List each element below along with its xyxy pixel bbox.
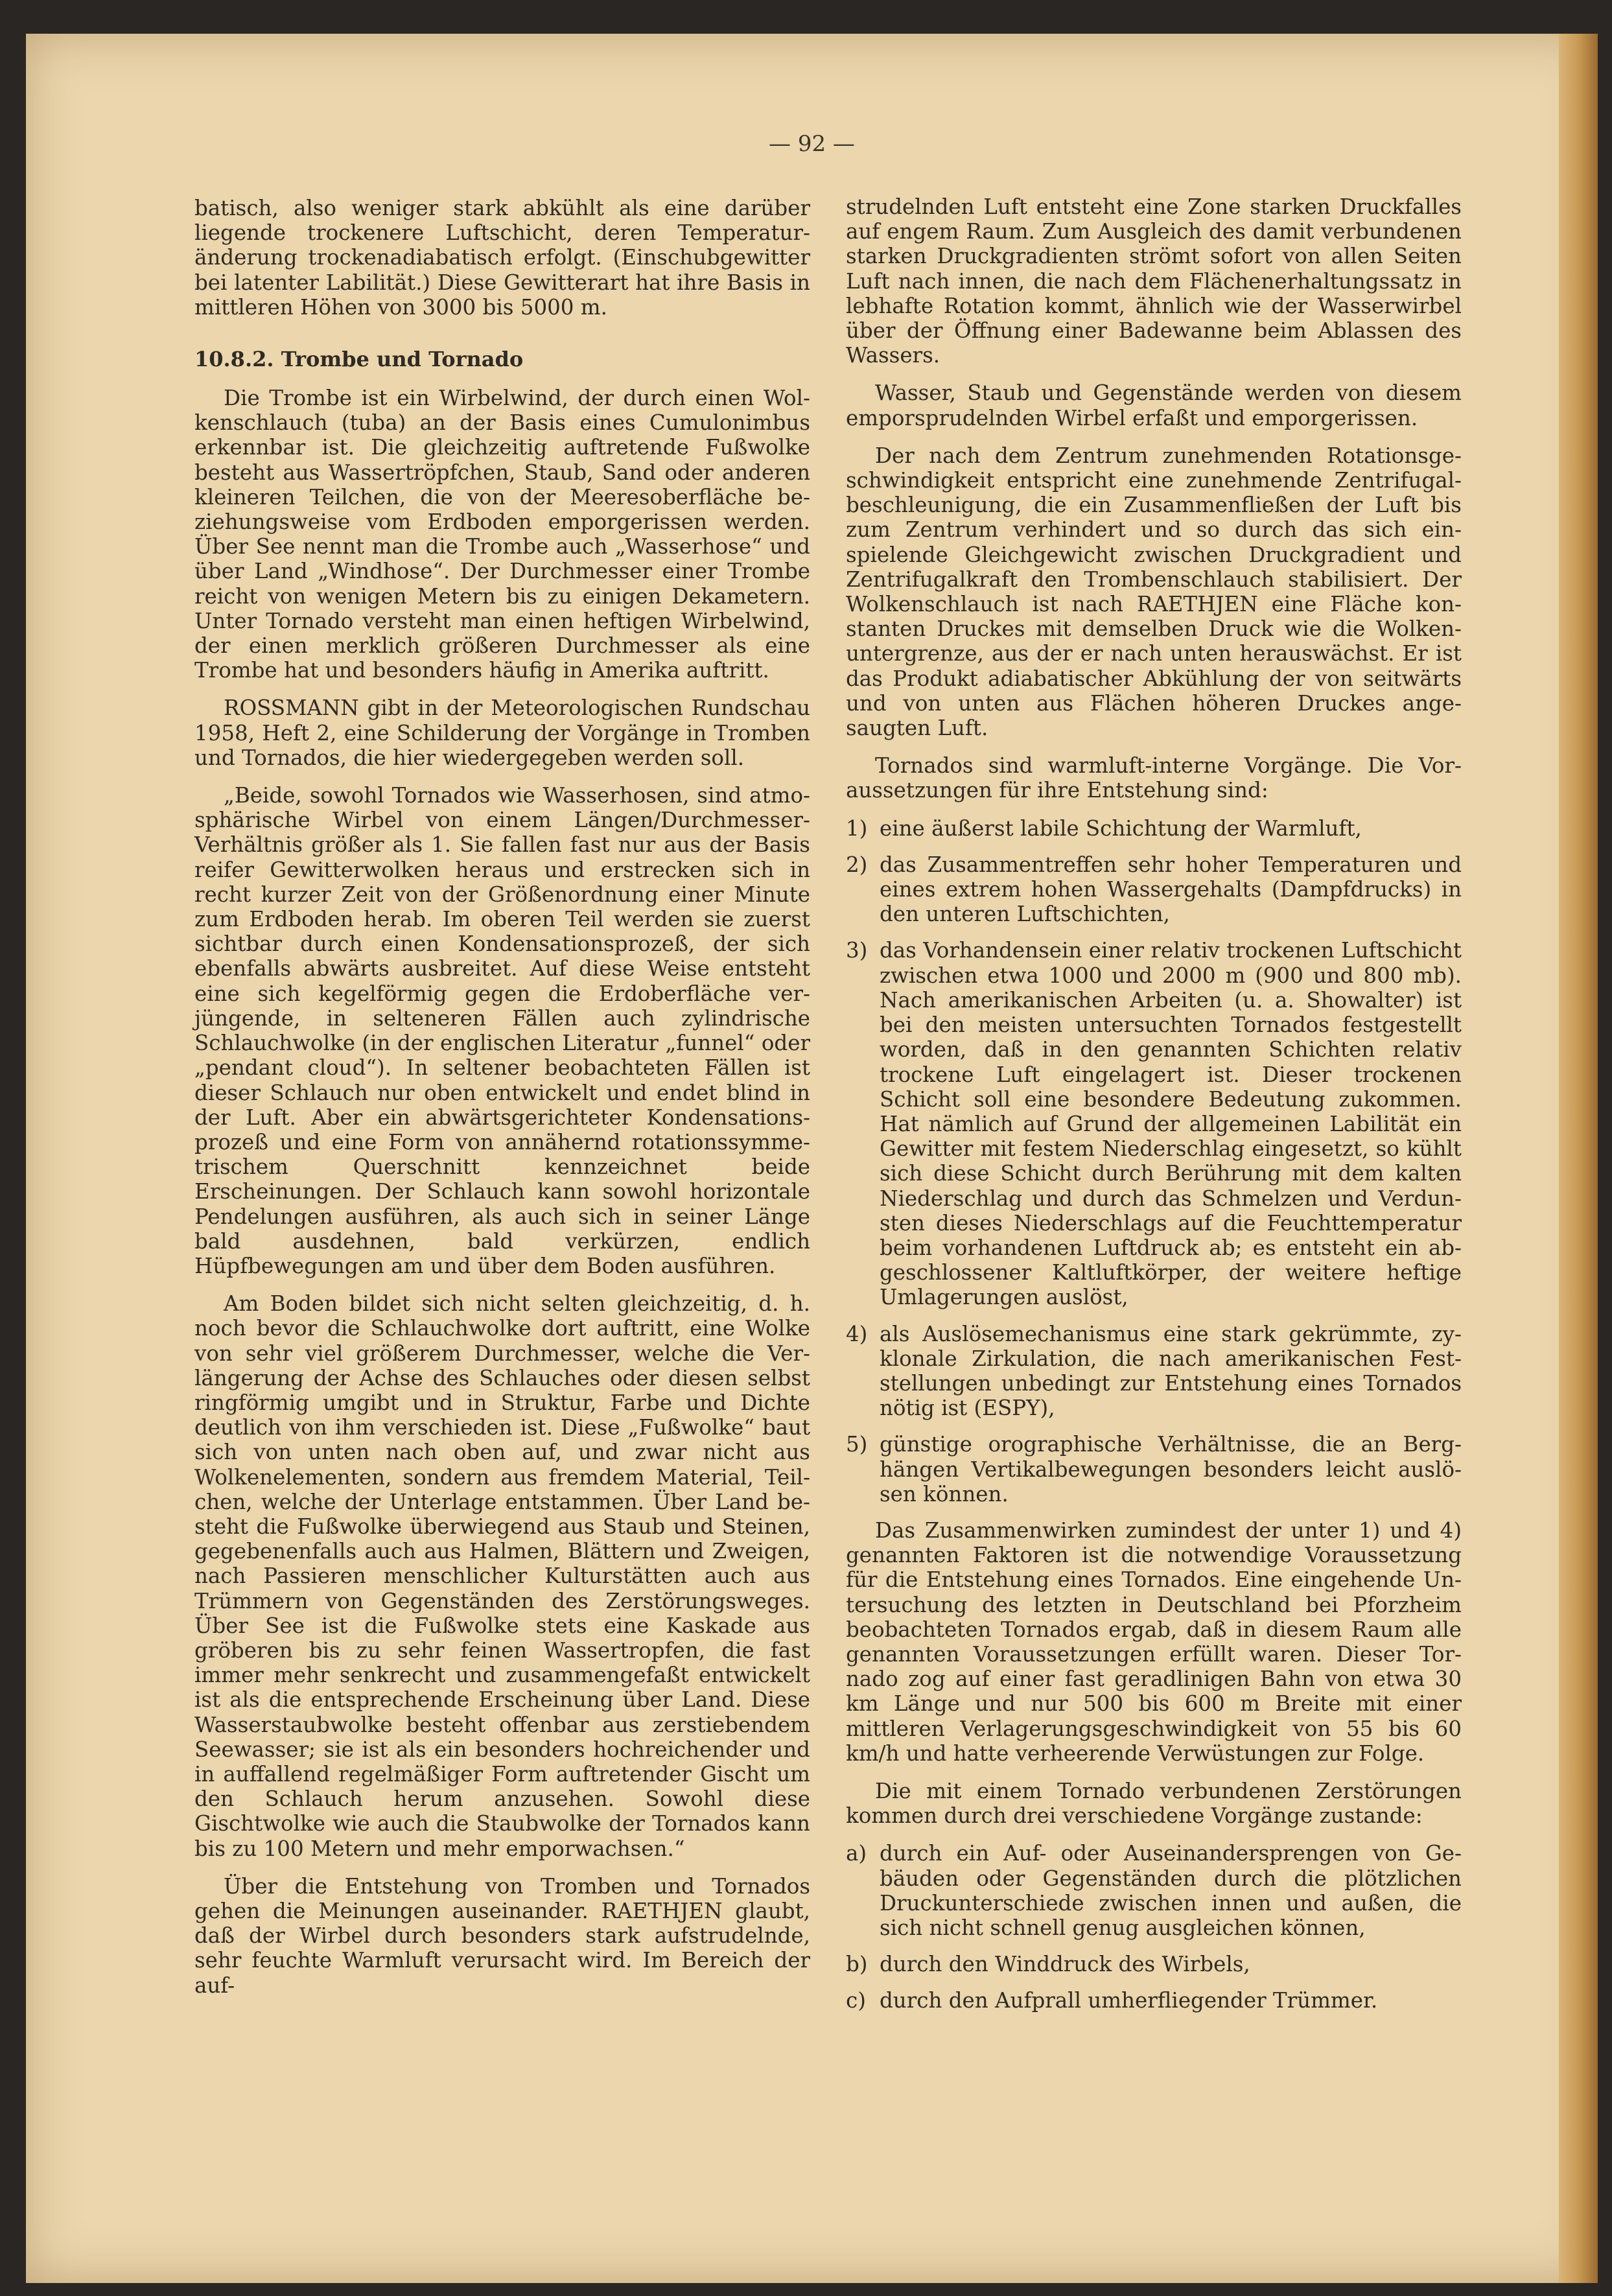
list-item: [846, 852, 1462, 927]
list-item: [846, 1988, 1462, 2013]
list-item: [846, 1432, 1462, 1506]
paragraph: Die Trombe ist ein Wirbelwind, der durch einen Wolkenschlauch (tuba) an der Basis eines Cumulonimbus erkennbar ist. Die gleichzeitig auftretende Fußwolke besteht aus Wassertröpfchen, Staub, Sand oder anderen kleineren Teilchen, die von der Meeresoberfläche beziehungsweise vom Erdboden emporgerissen werden. Über See nennt man die Trombe auch „Wasserhose“ und über Land „Windhose“. Der Durchmesser einer Trombe reicht von wenigen Metern bis zu einigen Dekametern. Unter Tornado versteht man einen heftigen Wirbelwind, der einen merklich größeren Durchmesser als eine Trombe hat und besonders häufig in Amerika auftritt.: [194, 386, 810, 683]
list-text: durch den Aufprall umherfliegender Trümmer.: [880, 1988, 1378, 2013]
list-text: als Auslösemechanismus eine stark gekrümmte, zyklonale Zirkulation, die nach amerikanischen Feststellungen unbedingt zur Entstehung eines Tornados nötig ist (ESPY),: [880, 1321, 1462, 1421]
paragraph: Über die Entstehung von Tromben und Tornados gehen die Meinungen auseinander. RAETHJEN glaubt, daß der Wirbel durch besonders stark aufstrudelnde, sehr feuchte Warmluft verursacht wird. Im Bereich der auf-: [194, 1873, 810, 1998]
list-label: b): [846, 1952, 868, 1977]
paragraph: Das Zusammenwirken zumindest der unter 1) und 4) genannten Faktoren ist die notwendige Voraussetzung für die Entstehung eines Tornados. Eine eingehende Untersuchung des letzten in Deutschland bei Pforzheim beobachteten Tornados ergab, daß in diesem Raum alle genannten Voraussetzungen erfüllt waren. Dieser Tornado zog auf einer fast geradlinigen Bahn von etwa 30 km Länge und nur 500 bis 600 m Breite mit einer mittleren Verlagerungsgeschwindigkeit von 55 bis 60 km/h und hatte verheerende Verwüstungen zur Folge.: [846, 1517, 1462, 1766]
list-item: [846, 1322, 1462, 1421]
list-text: durch ein Auf- oder Auseinandersprengen von Gebäuden oder Gegenständen durch die plötzlichen Druckunterschiede zwischen innen und außen, die sich nicht schnell genug ausgleichen können,: [880, 1841, 1462, 1940]
paragraph: ROSSMANN gibt in der Meteorologischen Rundschau 1958, Heft 2, eine Schilderung der Vorgänge in Tromben und Tornados, die hier wiedergegeben werden soll.: [194, 696, 810, 770]
list-text: günstige orographische Verhältnisse, die an Berghängen Vertikalbewegungen besonders leicht auslösen können.: [880, 1432, 1462, 1506]
list-label: a): [846, 1841, 867, 1866]
list-text: durch den Winddruck des Wirbels,: [880, 1952, 1250, 1977]
list-item: [846, 1841, 1462, 1940]
section-heading: 10.8.2. Trombe und Tornado: [194, 347, 524, 372]
paragraph: Der nach dem Zentrum zunehmenden Rotationsgeschwindigkeit entspricht eine zunehmende Zentrifugalbeschleunigung, die ein Zusammenfließen der Luft bis zum Zentrum verhindert und so durch das sich einspielende Gleichgewicht zwischen Druckgradient und Zentrifugalkraft den Trombenschlauch stabilisiert. Der Wolkenschlauch ist nach RAETHJEN eine Fläche konstanten Druckes mit demselben Druck wie die Wolkenuntergrenze, aus der er nach unten herauswächst. Er ist das Produkt adiabatischer Abkühlung der von seitwärts und von unten aus Flächen höheren Druckes angesaugten Luft.: [846, 443, 1462, 741]
list-label: c): [846, 1988, 866, 2013]
paragraph: Tornados sind warmluft-interne Vorgänge. Die Voraussetzungen für ihre Entstehung sind:: [846, 753, 1462, 803]
quote-paragraph: „Beide, sowohl Tornados wie Wasserhosen, sind atmosphärische Wirbel von einem Längen/Durchmesser-Verhältnis größer als 1. Sie fallen fast nur aus der Basis reifer Gewitterwolken heraus und erstrecken sich in recht kurzer Zeit von der Größenordnung einer Minute zum Erdboden herab. Im oberen Teil werden sie zuerst sichtbar durch einen Kondensationsprozeß, der sich ebenfalls abwärts ausbreitet. Auf diese Weise entsteht eine sich kegelförmig gegen die Erdoberfläche verjüngende, in selteneren Fällen auch zylindrische Schlauchwolke (in der englischen Literatur „funnel“ oder „pendant cloud“). In seltener beobachteten Fällen ist dieser Schlauch nur oben entwickelt und endet blind in der Luft. Aber ein abwärtsgerichteter Kondensationsprozeß und eine Form von annähernd rotationssymmetrischem Querschnitt kennzeichnet beide Erscheinungen. Der Schlauch kann sowohl horizontale Pendelungen ausführen, als auch sich in seiner Länge bald ausdehnen, bald verkürzen, endlich Hüpfbewegungen am und über dem Boden ausführen.: [194, 783, 810, 1278]
book-spine-edge: [1559, 34, 1598, 2283]
paragraph: Die mit einem Tornado verbundenen Zerstörungen kommen durch drei verschiedene Vorgänge zustande:: [846, 1778, 1462, 1829]
book-page: [26, 34, 1598, 2283]
paragraph: strudelnden Luft entsteht eine Zone starken Druckfalles auf engem Raum. Zum Ausgleich des damit verbundenen starken Druckgradienten strömt sofort von allen Seiten Luft nach innen, die nach dem Flächenerhaltungssatz in lebhafte Rotation kommt, ähnlich wie der Wasserwirbel über der Öffnung einer Badewanne beim Ablassen des Wassers.: [846, 194, 1462, 368]
list-label: 4): [846, 1321, 868, 1346]
right-column: [846, 194, 1462, 2025]
list-label: 5): [846, 1432, 868, 1457]
page-number: — 92 —: [769, 131, 855, 157]
list-text: das Zusammentreffen sehr hoher Temperaturen und eines extrem hohen Wassergehalts (Dampfdrucks) in den unteren Luftschichten,: [880, 852, 1462, 927]
list-text: das Vorhandensein einer relativ trockenen Luftschicht zwischen etwa 1000 und 2000 m (900 und 800 mb). Nach amerikanischen Arbeiten (u. a. Showalter) ist bei den meisten untersuchten Tornados festgestellt worden, daß in den genannten Schichten relativ trockene Luft eingelagert ist. Dieser trockenen Schicht soll eine besondere Bedeutung zukommen. Hat nämlich auf Grund der allgemeinen Labilität ein Gewitter mit festem Niederschlag eingesetzt, so kühlt sich diese Schicht durch Berührung mit dem kalten Niederschlag und durch das Schmelzen und Verdunsten dieses Niederschlags auf die Feuchttemperatur beim vorhandenen Luftdruck ab; es entsteht ein abgeschlossener Kaltluftkörper, der weitere heftige Umlagerungen auslöst,: [880, 938, 1462, 1310]
list-text: eine äußerst labile Schichtung der Warmluft,: [880, 815, 1362, 841]
list-label: 3): [846, 938, 868, 963]
list-item: [846, 938, 1462, 1309]
list-label: 1): [846, 815, 868, 841]
left-column: [194, 196, 810, 2011]
quote-paragraph: Am Boden bildet sich nicht selten gleichzeitig, d. h. noch bevor die Schlauchwolke dort auftritt, eine Wolke von sehr viel größerem Durchmesser, welche die Verlängerung der Achse des Schlauches oder diesen selbst ringförmig umgibt und in Struktur, Farbe und Dichte deutlich von ihm verschieden ist. Diese „Fußwolke“ baut sich von unten nach oben auf, und zwar nicht aus Wolkenelementen, sondern aus fremdem Material, Teilchen, welche der Unterlage entstammen. Über Land besteht die Fußwolke überwiegend aus Staub und Steinen, gegebenenfalls auch aus Halmen, Blättern und Zweigen, nach Passieren menschlicher Kulturstätten auch aus Trümmern von Gegenständen des Zerstörungsweges. Über See ist die Fußwolke stets eine Kaskade aus gröberen bis zu sehr feinen Wassertropfen, die fast immer mehr senkrecht und zusammengefaßt entwickelt ist als die entsprechende Erscheinung über Land. Diese Wasserstaubwolke besteht offenbar aus zerstiebendem Seewasser; sie ist als ein besonders hochreichender und in auffallend regelmäßiger Form auftretender Gischt um den Schlauch herum anzusehen. Sowohl diese Gischtwolke wie auch die Staubwolke der Tornados kann bis zu 100 Metern und mehr emporwachsen.“: [194, 1291, 810, 1861]
paragraph: Wasser, Staub und Gegenstände werden von diesem emporsprudelnden Wirbel erfaßt und emporgerissen.: [846, 381, 1462, 430]
list-item: [846, 816, 1462, 841]
paragraph: batisch, also weniger stark abkühlt als eine darüber liegende trockenere Luftschicht, deren Temperaturänderung trockenadiabatisch erfolgt. (Einschubgewitter bei latenter Labilität.) Diese Gewitterart hat ihre Basis in mittleren Höhen von 3000 bis 5000 m.: [194, 196, 810, 320]
list-label: 2): [846, 852, 868, 877]
list-item: [846, 1952, 1462, 1976]
